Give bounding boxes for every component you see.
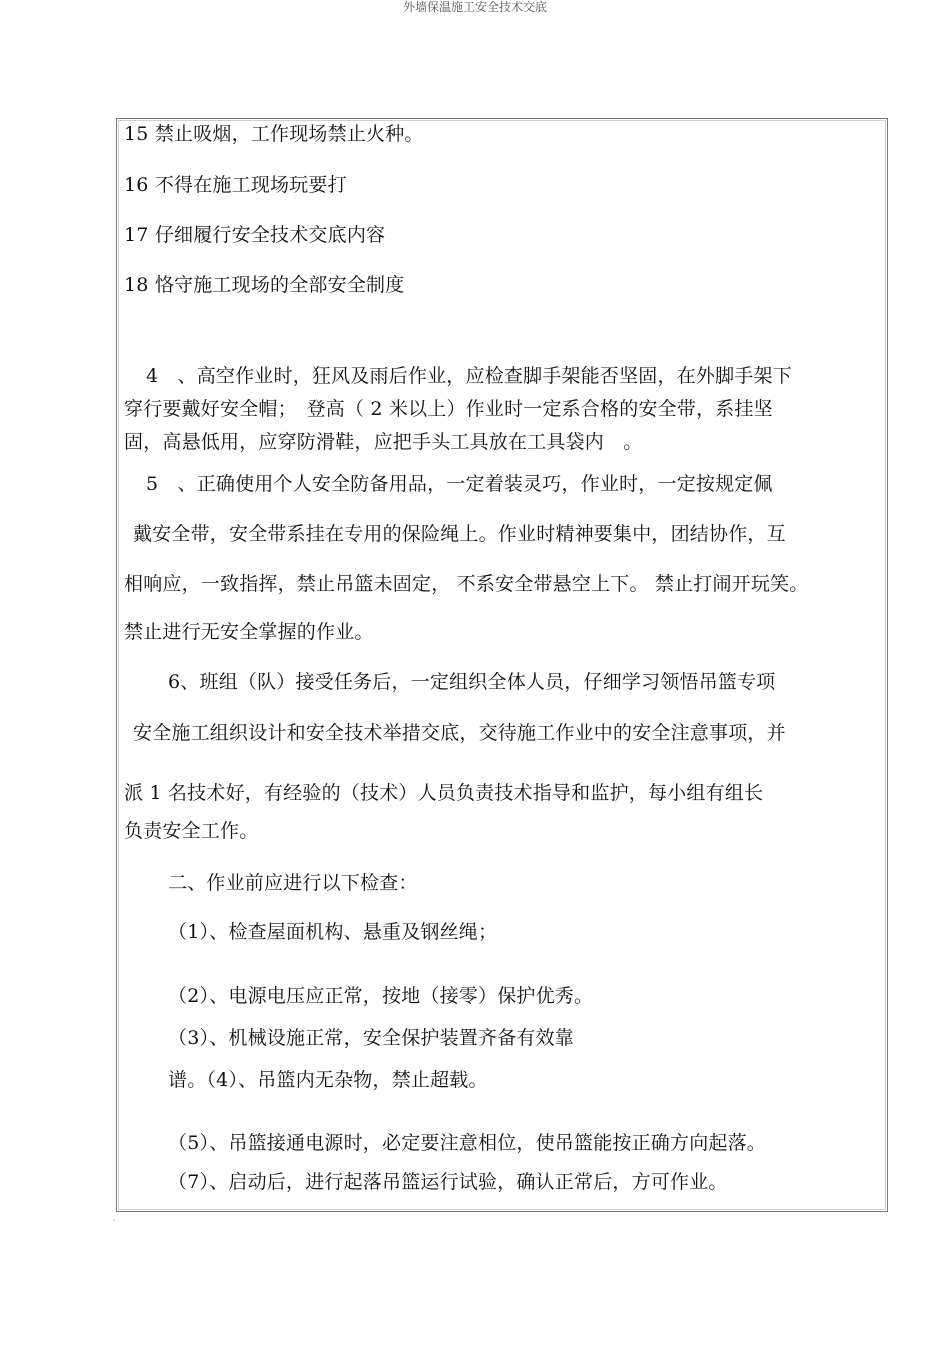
item-4-line-1: 4 、高空作业时，狂风及雨后作业，应检查脚手架能否坚固，在外脚手架下 <box>146 365 792 387</box>
check-item-2: （2）、电源电压应正常，按地（接零）保护优秀。 <box>168 985 594 1007</box>
check-item-7: （7）、启动后，进行起落吊篮运行试验，确认正常后，方可作业。 <box>168 1171 728 1193</box>
check-item-3: （3）、机械设施正常，安全保护装置齐备有效靠 <box>168 1027 574 1049</box>
section-2-heading: 二、作业前应进行以下检查： <box>168 872 418 894</box>
item-4-line-3: 固，高悬低用，应穿防滑鞋，应把手头工具放在工具袋内 。 <box>124 431 643 453</box>
rule-line-18: 18 恪守施工现场的全部安全制度 <box>124 274 405 296</box>
check-item-5: （5）、吊篮接通电源时，必定要注意相位，使吊篮能按正确方向起落。 <box>168 1132 766 1154</box>
rule-line-16: 16 不得在施工现场玩要打 <box>124 174 347 196</box>
item-5-line-2: 戴安全带，安全带系挂在专用的保险绳上。作业时精神要集中，团结协作，互 <box>133 523 786 545</box>
item-5-line-4: 禁止进行无安全掌握的作业。 <box>124 621 374 643</box>
item-5-line-3: 相响应，一致指挥，禁止吊篮未固定， 不系安全带悬空上下。 禁止打闹开玩笑。 <box>124 573 809 595</box>
check-item-1: （1）、检查屋面机构、悬重及钢丝绳； <box>168 921 498 943</box>
corner-dot: . <box>113 1214 116 1223</box>
item-4-line-2: 穿行要戴好安全帽； 登高（ 2 米以上）作业时一定系合格的安全带，系挂坚 <box>124 398 773 420</box>
check-item-3-4: 谱。（4）、吊篮内无杂物，禁止超载。 <box>168 1069 488 1091</box>
item-6-line-3: 派 1 名技术好，有经验的（技术）人员负责技术指导和监护，每小组有组长 <box>124 782 764 804</box>
item-5-line-1: 5 、正确使用个人安全防备用品，一定着装灵巧，作业时，一定按规定佩 <box>146 473 773 495</box>
item-6-line-1: 6、班组（队）接受任务后，一定组织全体人员，仔细学习领悟吊篮专项 <box>168 671 776 693</box>
item-6-line-4: 负责安全工作。 <box>124 820 259 842</box>
rule-line-17: 17 仔细履行安全技术交底内容 <box>124 224 386 246</box>
page-header-title: 外墙保温施工安全技术交底 <box>402 0 547 14</box>
rule-line-15: 15 禁止吸烟，工作现场禁止火种。 <box>124 123 424 145</box>
item-6-line-2: 安全施工组织设计和安全技术举措交底，交待施工作业中的安全注意事项，并 <box>133 722 786 744</box>
